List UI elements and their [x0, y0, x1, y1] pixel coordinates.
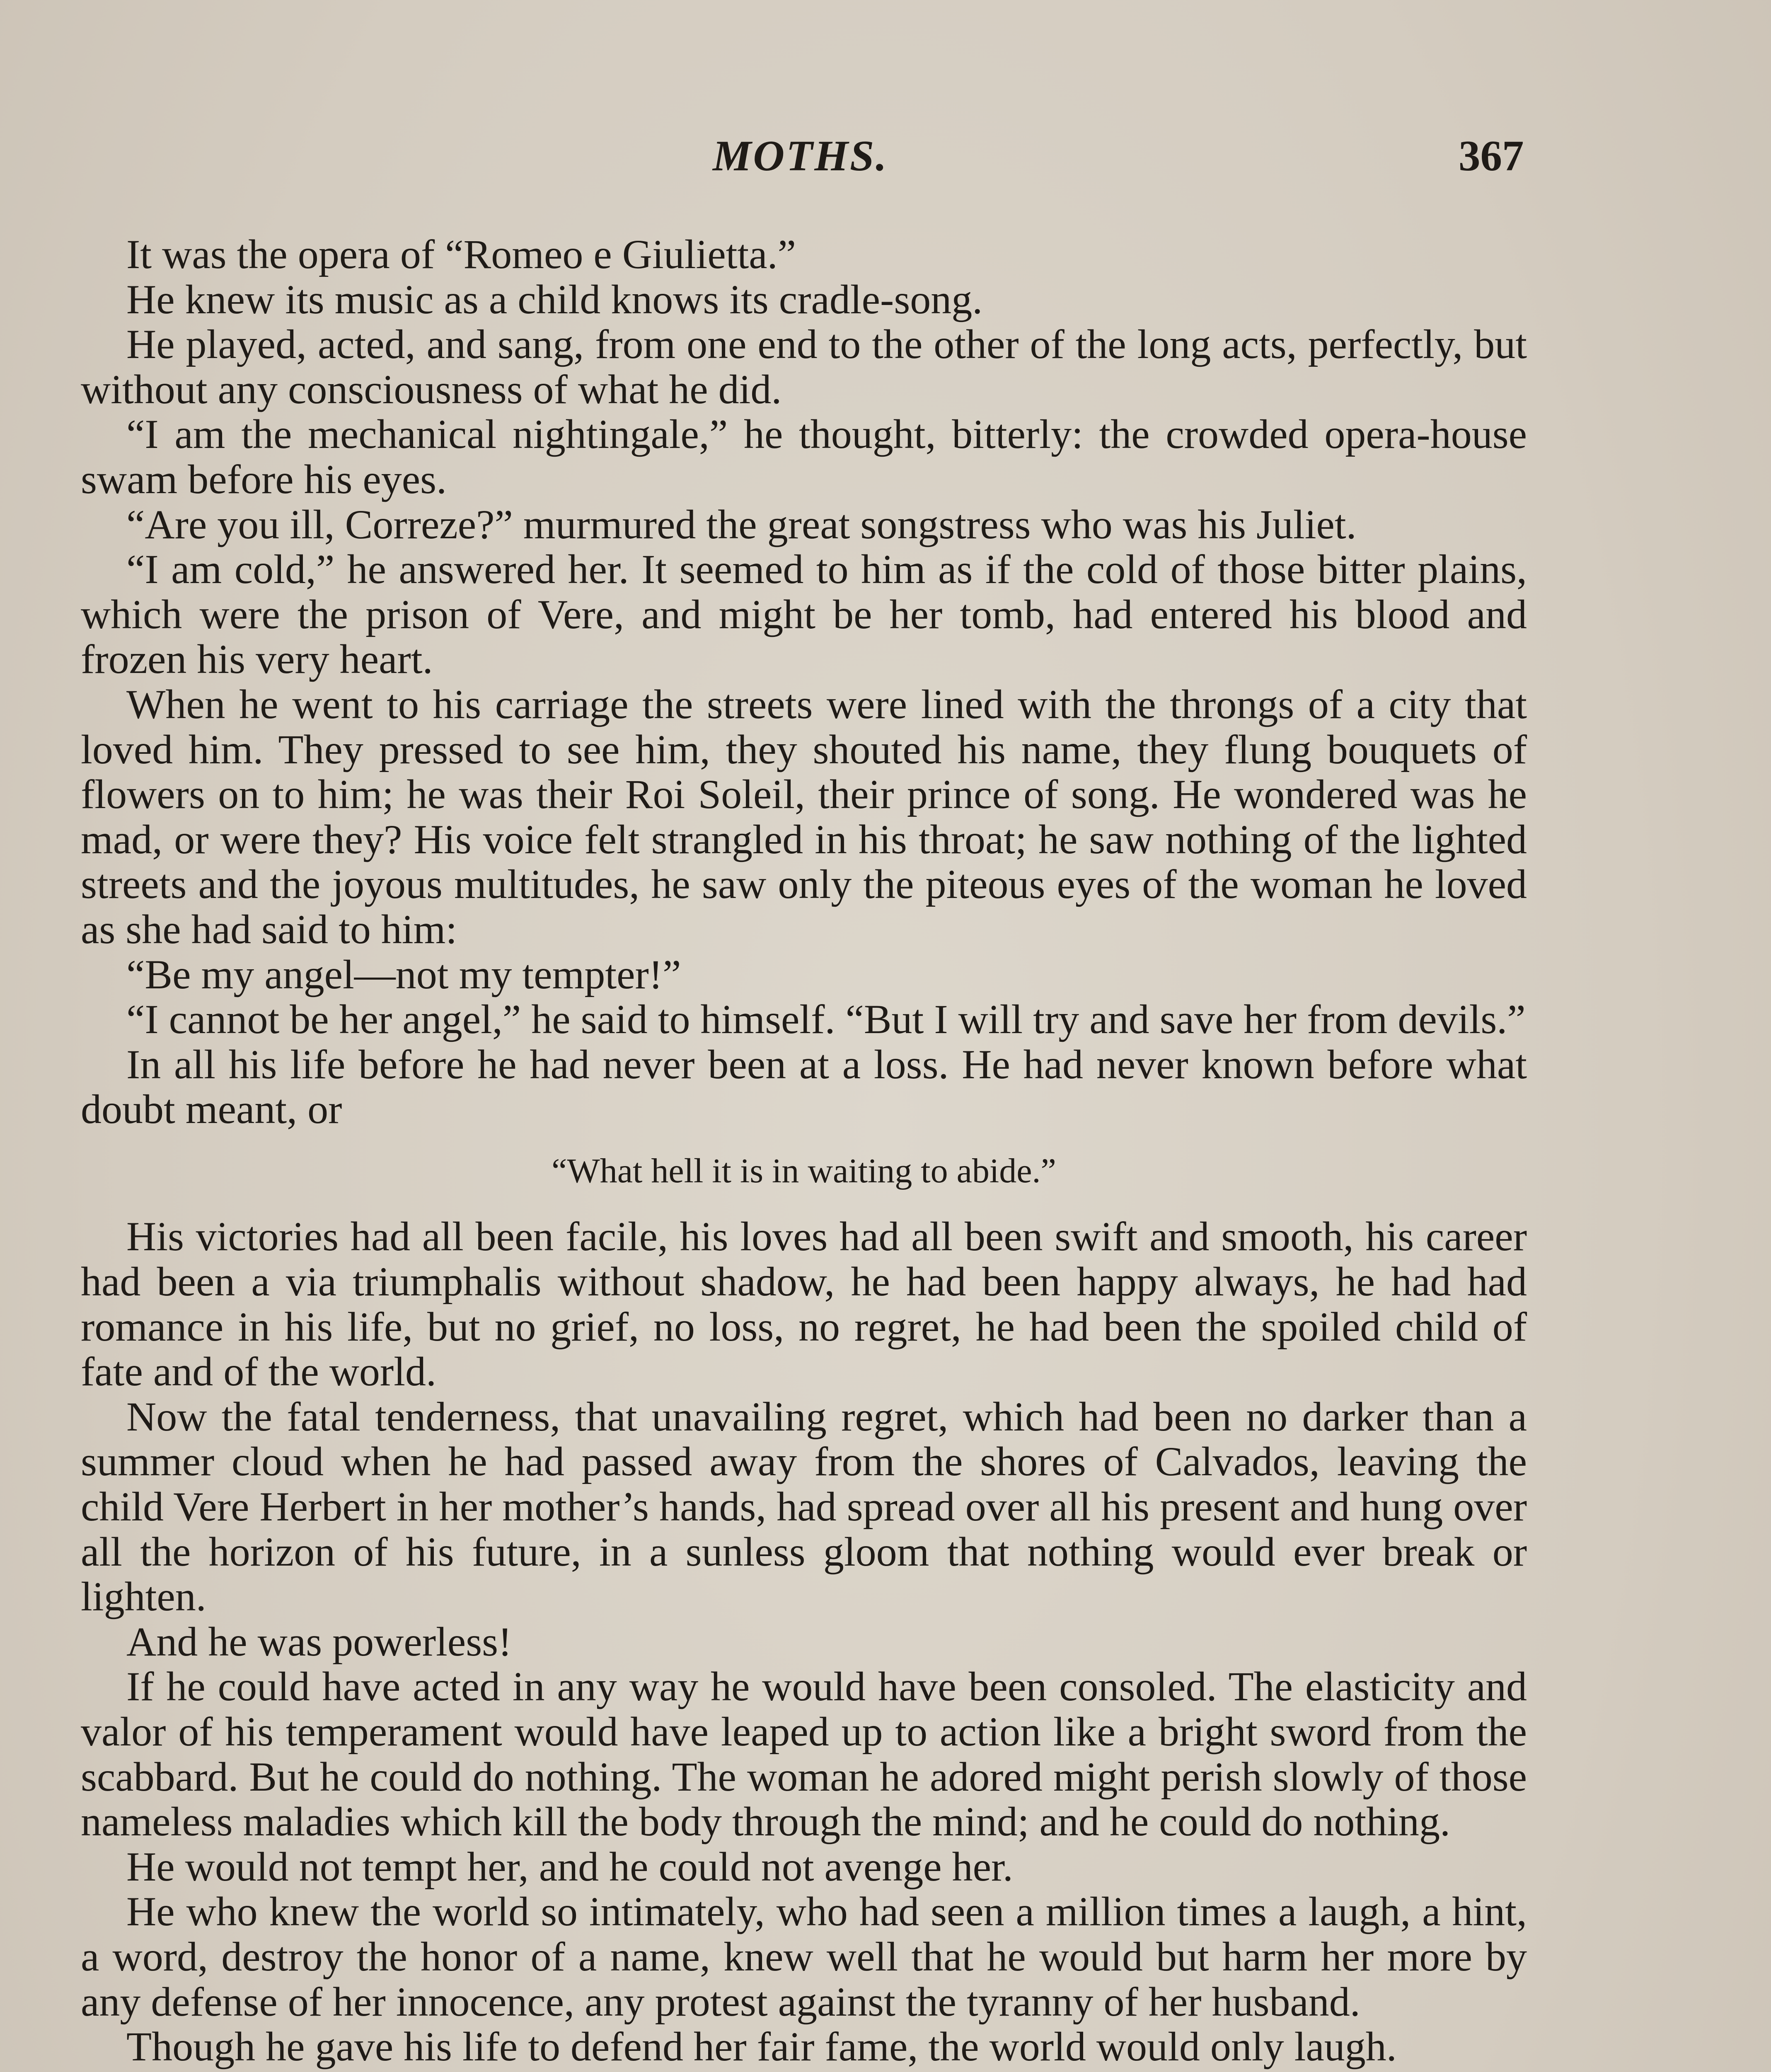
paragraph: In all his life before he had never been at a loss. He had never known before what doubt meant, or [81, 1041, 1527, 1133]
paragraph: Now the fatal tenderness, that unavailing regret, which had been no darker than a summer cloud when he had passed away from the shores of Calvados, leaving the child Vere Herbert in her mother’s hands, had spread over all his present and hung over all the horizon of his future, in a sunless gloom that nothing would ever break or lighten. [81, 1393, 1527, 1620]
paragraph: “I cannot be her angel,” he said to himself. “But I will try and save her from devils.” [126, 996, 1526, 1043]
paragraph: And he was powerless! [126, 1618, 512, 1665]
paragraph: He played, acted, and sang, from one end to the other of the long acts, perfectly, but without any consciousness of what he did. [81, 321, 1527, 412]
body-text [81, 232, 1527, 2070]
paragraph: If he could have acted in any way he would have been consoled. The elasticity and valor of his temperament would have leaped up to action like a bright sword from the scabbard. But he could do nothing. The woman he adored might perish slowly of those nameless maladies which kill the body through the mind; and he could do nothing. [81, 1663, 1527, 1845]
page-header [83, 131, 1533, 213]
block-quote: “What hell it is in waiting to abide.” [552, 1151, 1056, 1190]
paragraph: “I am the mechanical nightingale,” he thought, bitterly: the crowded opera-house swam before his eyes. [81, 411, 1527, 502]
paragraph: He who knew the world so intimately, who had seen a million times a laugh, a hint, a word, destroy the honor of a name, knew well that he would but harm her more by any defense of her innocence, any protest against the tyranny of her husband. [81, 1888, 1527, 2025]
paragraph: It was the opera of “Romeo e Giulietta.” [126, 231, 796, 277]
page-number: 367 [1459, 131, 1524, 180]
paragraph: His victories had all been facile, his loves had all been swift and smooth, his career had been a via triumphalis without shadow, he had been happy always, he had had romance in his life, but no grief, no loss, no regret, he had been the spoiled child of fate and of the world. [81, 1213, 1527, 1395]
paragraph: He knew its music as a child knows its cradle-song. [126, 276, 983, 322]
paragraph: When he went to his carriage the streets were lined with the throngs of a city that loved him. They pressed to see him, they shouted his name, they flung bouquets of flowers on to him; he was their Roi Soleil, their prince of song. He wondered was he mad, or were they? His voice felt strangled in his throat; he saw nothing of the lighted streets and the joyous multitudes, he saw only the piteous eyes of the woman he loved as she had said to him: [81, 681, 1527, 952]
paragraph: He would not tempt her, and he could not avenge her. [126, 1843, 1013, 1890]
paragraph: “Be my angel—not my tempter!” [126, 951, 681, 997]
paragraph: Though he gave his life to defend her fair fame, the world would only laugh. [126, 2024, 1397, 2070]
running-title: MOTHS. [713, 131, 888, 180]
paragraph: “Are you ill, Correze?” murmured the great songstress who was his Juliet. [126, 501, 1357, 547]
paragraph: “I am cold,” he answered her. It seemed to him as if the cold of those bitter plains, which were the prison of Vere, and might be her tomb, had entered his blood and frozen his very heart. [81, 546, 1527, 683]
